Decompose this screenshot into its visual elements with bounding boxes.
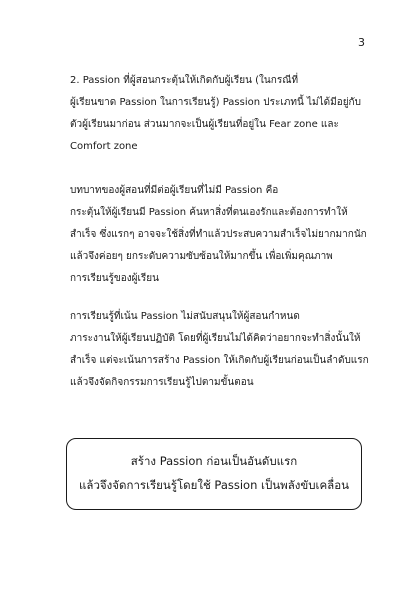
paragraph-line: การเรียนรู้ที่เน้น Passion ไม่สนับสนุนให้ผู้สอนกำหนด (70, 311, 300, 322)
paragraph-line: 2. Passion ที่ผู้สอนกระตุ้นให้เกิดกับผู้เรียน (ในกรณีที่ (70, 75, 299, 86)
callout-box (66, 438, 362, 510)
paragraph-line: สำเร็จ ซึ่งแรกๆ อาจจะใช้สิ่งที่ทำแล้วประสบความสำเร็จไม่ยากมากนัก (70, 229, 367, 240)
paragraph-line: สำเร็จ แต่จะเน้นการสร้าง Passion ให้เกิดกับผู้เรียนก่อนเป็นลำดับแรก (70, 355, 369, 366)
paragraph-passion-learning (70, 306, 370, 394)
page-number: 3 (358, 36, 365, 49)
paragraph-line: การเรียนรู้ของผู้เรียน (70, 273, 159, 284)
callout-line-2: แล้วจึงจัดการเรียนรู้โดยใช้ Passion เป็นพลังขับเคลื่อน (79, 478, 349, 492)
paragraph-line: กระตุ้นให้ผู้เรียนมี Passion ค้นหาสิ่งที่ตนเองรักและต้องการทำให้ (70, 207, 348, 218)
callout-line-1: สร้าง Passion ก่อนเป็นอันดับแรก (130, 454, 298, 468)
paragraph-teacher-role (70, 180, 370, 290)
paragraph-line: ผู้เรียนขาด Passion ในการเรียนรู้) Passion ประเภทนี้ ไม่ได้มีอยู่กับ (70, 97, 361, 108)
paragraph-line: ตัวผู้เรียนมาก่อน ส่วนมากจะเป็นผู้เรียนที่อยู่ใน Fear zone และ (70, 119, 339, 130)
paragraph-line: ภาระงานให้ผู้เรียนปฏิบัติ โดยที่ผู้เรียนไม่ได้คิดว่าอยากจะทำสิ่งนั้นให้ (70, 333, 361, 344)
paragraph-line: แล้วจึงค่อยๆ ยกระดับความซับซ้อนให้มากขึ้น เพื่อเพิ่มคุณภาพ (70, 251, 333, 262)
paragraph-line: แล้วจึงจัดกิจกรรมการเรียนรู้ไปตามขั้นตอน (70, 377, 254, 388)
paragraph-line: บทบาทของผู้สอนที่มีต่อผู้เรียนที่ไม่มี Passion คือ (70, 185, 279, 196)
paragraph-passion-type-2 (70, 70, 370, 158)
paragraph-line: Comfort zone (70, 141, 138, 152)
